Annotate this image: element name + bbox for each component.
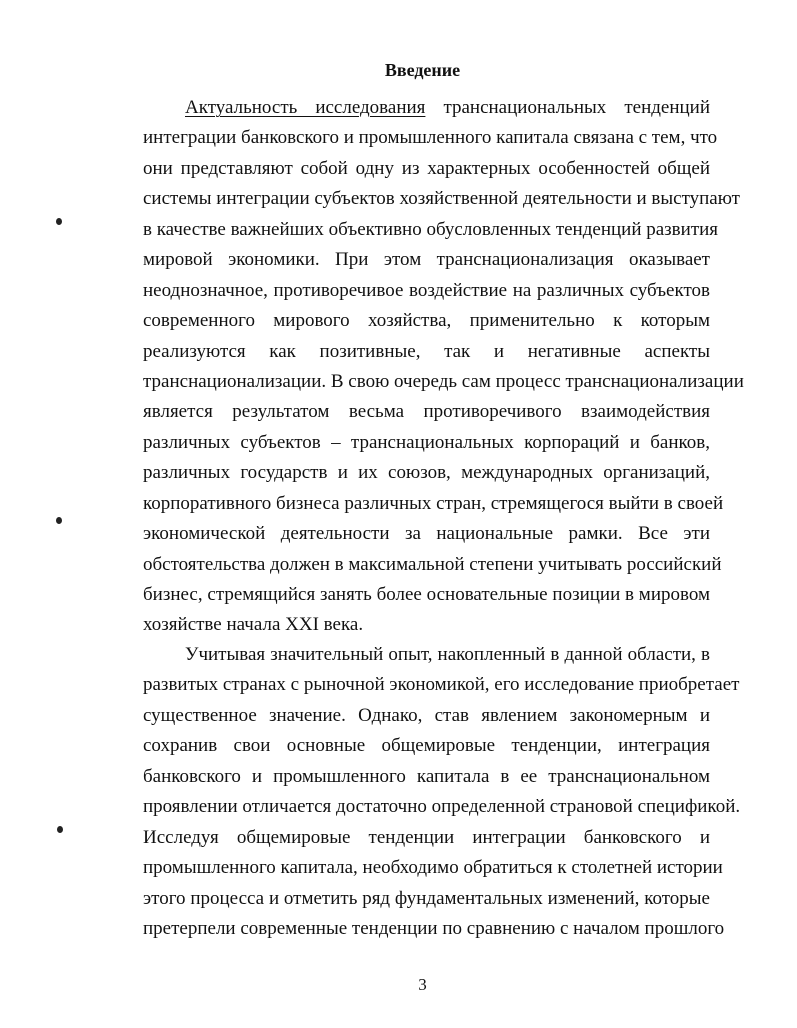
paragraph-line: сохранив свои основные общемировые тенденции, интеграция (143, 735, 710, 757)
paragraph-line: Исследуя общемировые тенденции интеграции банковского и (143, 826, 710, 848)
paragraph-line: Учитывая значительный опыт, накопленный в данной области, в (185, 644, 710, 665)
paragraph-2 (143, 640, 741, 944)
paragraph-line: различных государств и их союзов, международных организаций, (143, 462, 710, 484)
binding-hole-mark (57, 826, 63, 833)
paragraph-line: обстоятельства должен в максимальной степени учитывать российский (143, 553, 722, 575)
paragraph-line: системы интеграции субъектов хозяйственной деятельности и выступают (143, 188, 740, 210)
paragraph-1 (143, 93, 744, 641)
paragraph-line: экономической деятельности за национальные рамки. Все эти (143, 523, 710, 545)
paragraph-line: современного мирового хозяйства, применительно к которым (143, 310, 710, 332)
paragraph-line: неоднозначное, противоречивое воздействие на различных субъектов (143, 279, 710, 301)
paragraph-line: претерпели современные тенденции по сравнению с началом прошлого (143, 917, 725, 939)
paragraph-line: различных субъектов – транснациональных корпораций и банков, (143, 431, 710, 453)
paragraph-line: корпоративного бизнеса различных стран, стремящегося выйти в своей (143, 492, 724, 514)
paragraph-line: мировой экономики. При этом транснационализация оказывает (143, 249, 710, 271)
paragraph-line: существенное значение. Однако, став явлением закономерным и (143, 704, 710, 726)
paragraph-line: промышленного капитала, необходимо обратиться к столетней истории (143, 857, 723, 879)
lead-line-rest: транснациональных тенденций (425, 97, 711, 118)
paragraph-line (143, 93, 710, 123)
paragraph-line: развитых странах с рыночной экономикой, его исследование приобретает (143, 674, 740, 696)
paragraph-line: этого процесса и отметить ряд фундаментальных изменений, которые (143, 887, 710, 909)
page-title: Введение (384, 60, 461, 80)
paragraph-line: реализуются как позитивные, так и негативные аспекты (143, 340, 710, 362)
paragraph-line: они представляют собой одну из характерных особенностей общей (143, 157, 710, 179)
paragraph-line: в качестве важнейших объективно обусловленных тенденций развития (143, 218, 719, 240)
binding-hole-mark (56, 218, 62, 225)
paragraph-line: транснационализации. В свою очередь сам процесс транснационализации (143, 370, 744, 392)
paragraph-line: является результатом весьма противоречивого взаимодействия (143, 401, 710, 423)
paragraph-line: хозяйстве начала XXI века. (143, 614, 364, 636)
binding-hole-mark (56, 517, 62, 524)
paragraph-line: проявлении отличается достаточно определенной страновой спецификой. (143, 796, 741, 818)
page-number: 3 (418, 975, 427, 994)
underlined-lead: Актуальность исследования (185, 97, 426, 118)
paragraph-line: интеграции банковского и промышленного капитала связана с тем, что (143, 127, 718, 149)
paragraph-line: бизнес, стремящийся занять более основательные позиции в мировом (143, 584, 710, 605)
paragraph-line: банковского и промышленного капитала в ее транснациональном (143, 765, 710, 787)
